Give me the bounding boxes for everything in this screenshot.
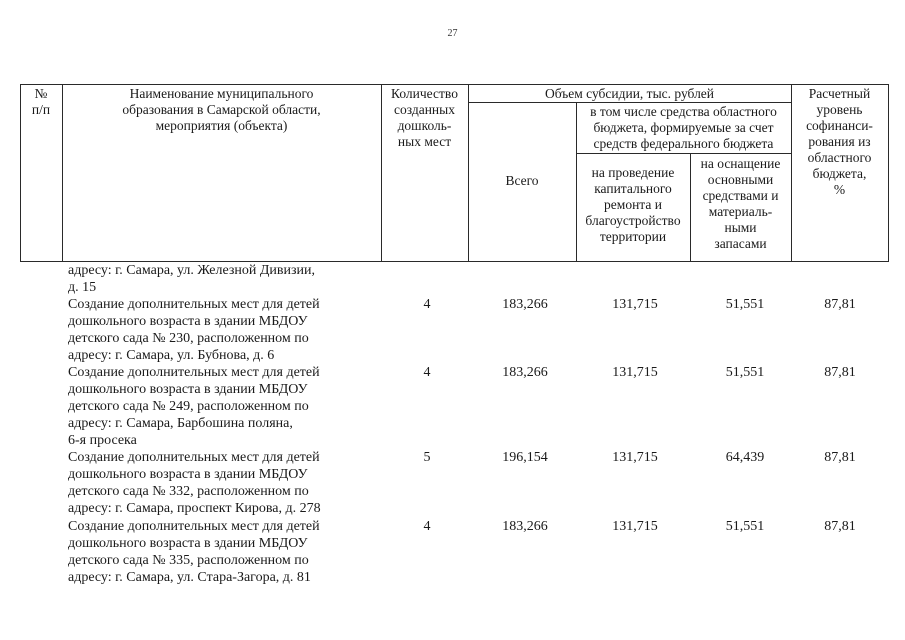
row-rate: 87,81 bbox=[824, 519, 856, 534]
row-equip: 64,439 bbox=[725, 450, 765, 465]
row-count: 5 bbox=[423, 450, 431, 465]
border-right bbox=[888, 84, 889, 262]
header-capital: на проведение капитального ремонта и благоустройство территории bbox=[585, 165, 681, 244]
federal-divider bbox=[576, 153, 791, 154]
row-capital: 131,715 bbox=[612, 450, 658, 465]
subsidy-divider bbox=[468, 102, 791, 103]
header-rate: Расчетный уровень софинанси- рования из областного бюджета, % bbox=[806, 86, 873, 197]
row-total: 183,266 bbox=[502, 519, 548, 534]
row-name: Создание дополнительных мест для детей дошкольного возраста в здании МБДОУ детского сада № 249, расположенном по адресу: г. Самара, Барбошина поляна, 6-я просека bbox=[68, 365, 320, 448]
row-name: Создание дополнительных мест для детей дошкольного возраста в здании МБДОУ детского сада № 332, расположенном по адресу: г. Самара, проспект Кирова, д. 278 bbox=[68, 450, 321, 516]
header-name: Наименование муниципального образования в Самарской области, мероприятия (объекта) bbox=[122, 86, 321, 133]
row-total: 196,154 bbox=[502, 450, 548, 465]
page-number: 27 bbox=[447, 28, 458, 39]
row-name: Создание дополнительных мест для детей дошкольного возраста в здании МБДОУ детского сада № 335, расположенном по адресу: г. Самара, ул. Стара-Загора, д. 81 bbox=[68, 519, 320, 585]
row-name: Создание дополнительных мест для детей дошкольного возраста в здании МБДОУ детского сада № 230, расположенном по адресу: г. Самара, ул. Бубнова, д. 6 bbox=[68, 297, 320, 363]
row-capital: 131,715 bbox=[612, 297, 658, 312]
header-equip: на оснащение основными средствами и материаль- ными запасами bbox=[700, 156, 781, 251]
row-rate: 87,81 bbox=[824, 365, 856, 380]
row-rate: 87,81 bbox=[824, 297, 856, 312]
row-count: 4 bbox=[423, 365, 431, 380]
continuation-text: адресу: г. Самара, ул. Железной Дивизии, д. 15 bbox=[68, 263, 316, 295]
row-rate: 87,81 bbox=[824, 450, 856, 465]
header-num: № п/п bbox=[31, 86, 51, 117]
header-top-border bbox=[20, 84, 889, 85]
row-equip: 51,551 bbox=[725, 365, 765, 380]
row-capital: 131,715 bbox=[612, 519, 658, 534]
header-total: Всего bbox=[505, 173, 539, 188]
header-federal: в том числе средства областного бюджета, формируемые за счет средств федерального бюджета bbox=[590, 104, 777, 151]
row-equip: 51,551 bbox=[725, 297, 765, 312]
row-count: 4 bbox=[423, 297, 431, 312]
row-total: 183,266 bbox=[502, 297, 548, 312]
row-equip: 51,551 bbox=[725, 519, 765, 534]
row-capital: 131,715 bbox=[612, 365, 658, 380]
header-count: Количество созданных дошколь- ных мест bbox=[391, 86, 458, 149]
row-count: 4 bbox=[423, 519, 431, 534]
row-total: 183,266 bbox=[502, 365, 548, 380]
header-subsidy: Объем субсидии, тыс. рублей bbox=[544, 86, 715, 101]
